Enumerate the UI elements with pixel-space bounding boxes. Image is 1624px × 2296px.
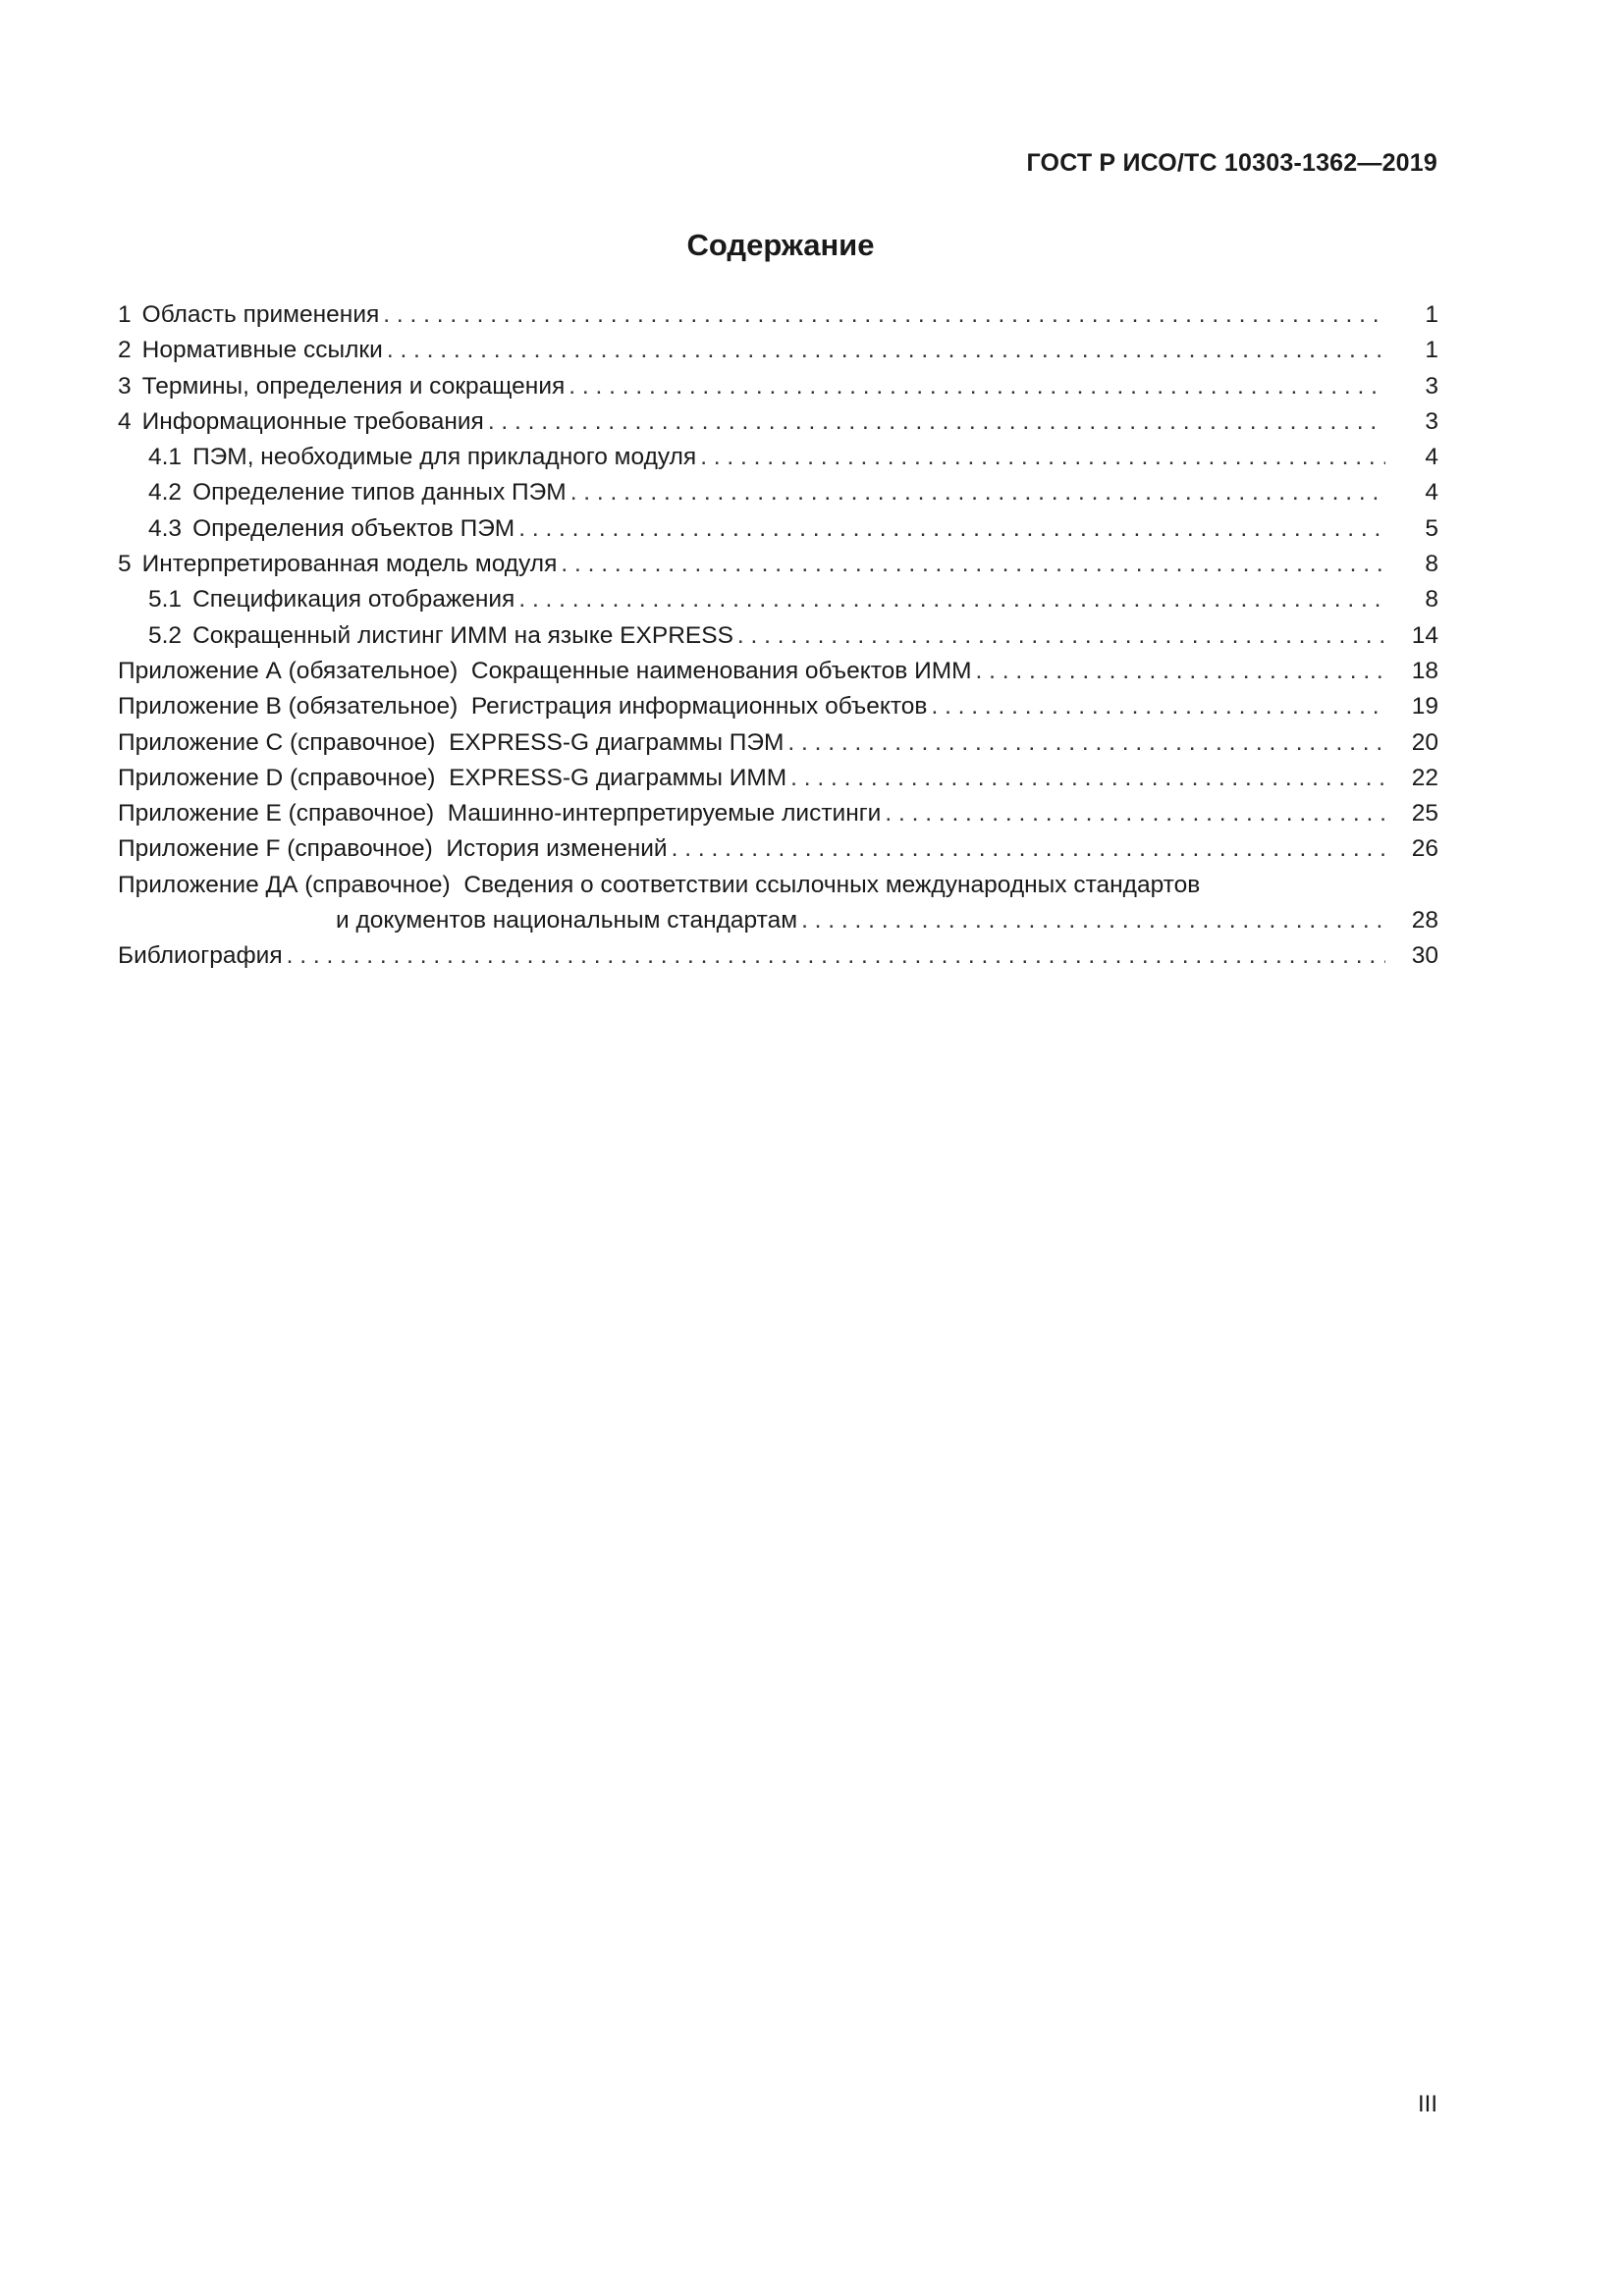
toc-entry-page: 1 xyxy=(1425,337,1438,364)
toc-leader xyxy=(801,903,1385,938)
toc-entry-text: Интерпретированная модель модуля xyxy=(141,551,558,578)
toc-entry[interactable] xyxy=(118,511,1438,547)
toc-leader xyxy=(387,333,1385,368)
toc-title: Содержание xyxy=(686,228,875,262)
toc-entry-page: 20 xyxy=(1411,728,1438,756)
toc-entry-page: 8 xyxy=(1425,551,1438,578)
toc-entry-page: 14 xyxy=(1411,621,1438,649)
toc-entry-text: ПЭМ, необходимые для прикладного модуля xyxy=(192,444,697,471)
toc-entry-text: Приложение Е (справочное) Машинно-интерпретируемые листинги xyxy=(118,800,882,828)
toc-entry-page: 22 xyxy=(1411,764,1438,791)
toc-entry-number: 3 xyxy=(118,372,132,400)
toc-leader xyxy=(672,831,1385,867)
toc-entry[interactable] xyxy=(118,868,1438,903)
toc-entry-page: 25 xyxy=(1411,800,1438,828)
toc-entry-number: 5.2 xyxy=(148,621,183,649)
toc-leader xyxy=(568,369,1385,404)
toc-leader xyxy=(488,404,1385,440)
toc-entry-page: 26 xyxy=(1411,835,1438,863)
toc-entry-page: 4 xyxy=(1425,479,1438,507)
toc-entry-text: Приложение F (справочное) История изменений xyxy=(118,835,668,863)
toc-entry-page: 28 xyxy=(1411,907,1438,934)
toc-entry-number: 1 xyxy=(118,301,132,328)
toc-entry[interactable] xyxy=(118,369,1438,404)
toc-entry-number: 4.3 xyxy=(148,514,183,542)
toc-entry[interactable] xyxy=(118,618,1438,654)
toc-entry-page: 4 xyxy=(1425,444,1438,471)
toc-entry-page: 3 xyxy=(1425,372,1438,400)
toc-entry-number: 4.1 xyxy=(148,444,183,471)
toc-entry-number: 5 xyxy=(118,551,132,578)
toc-entry-text: Область применения xyxy=(141,301,380,328)
toc-leader xyxy=(976,654,1385,689)
toc-entry-text: Определения объектов ПЭМ xyxy=(192,514,515,542)
toc-entry-text: Приложение В (обязательное) Регистрация информационных объектов xyxy=(118,693,928,721)
toc-entry[interactable] xyxy=(118,547,1438,582)
toc-entry-text: Нормативные ссылки xyxy=(141,337,383,364)
toc-entry[interactable] xyxy=(118,582,1438,617)
toc-entry-text: Приложение ДА (справочное) Сведения о соответствии ссылочных международных стандартов xyxy=(118,871,1201,898)
toc-entry-text: Определение типов данных ПЭМ xyxy=(192,479,567,507)
toc-entry[interactable] xyxy=(118,689,1438,724)
toc-leader xyxy=(287,938,1385,974)
toc-entry[interactable] xyxy=(118,475,1438,510)
toc-entry-number: 2 xyxy=(118,337,132,364)
toc-entry-number: 4.2 xyxy=(148,479,183,507)
toc-leader xyxy=(383,297,1385,333)
toc-entry-text: и документов национальным стандартам xyxy=(336,907,798,934)
toc-leader xyxy=(787,725,1385,761)
toc-entry[interactable] xyxy=(118,440,1438,475)
toc-entry-continuation[interactable] xyxy=(118,903,1438,938)
toc-entry-text: Сокращенный листинг ИММ на языке EXPRESS xyxy=(192,621,733,649)
toc-entry-text: Приложение С (справочное) EXPRESS-G диаграммы ПЭМ xyxy=(118,728,785,756)
toc-entry-text: Приложение А (обязательное) Сокращенные наименования объектов ИММ xyxy=(118,657,972,684)
toc-entry[interactable] xyxy=(118,297,1438,333)
toc-entry-number: 5.1 xyxy=(148,586,183,614)
toc-entry-page: 3 xyxy=(1425,407,1438,435)
toc-entry[interactable] xyxy=(118,938,1438,974)
toc-entry[interactable] xyxy=(118,333,1438,368)
toc-entry-page: 5 xyxy=(1425,514,1438,542)
toc-entry[interactable] xyxy=(118,654,1438,689)
toc-entry-text: Информационные требования xyxy=(141,407,484,435)
toc-leader xyxy=(790,761,1385,796)
toc-entry-page: 8 xyxy=(1425,586,1438,614)
toc-leader xyxy=(518,582,1385,617)
toc-entry-number: 4 xyxy=(118,407,132,435)
toc-entry[interactable] xyxy=(118,404,1438,440)
toc-entry[interactable] xyxy=(118,796,1438,831)
document-header: ГОСТ Р ИСО/ТС 10303-1362—2019 xyxy=(1026,149,1437,177)
toc-leader xyxy=(737,618,1385,654)
toc-entry-text: Приложение D (справочное) EXPRESS-G диаграммы ИММ xyxy=(118,764,787,791)
toc-entry-text: Библиография xyxy=(118,942,283,970)
toc-leader xyxy=(931,689,1385,724)
toc-entry[interactable] xyxy=(118,761,1438,796)
toc-entry-page: 30 xyxy=(1411,942,1438,970)
toc-entry-text: Термины, определения и сокращения xyxy=(141,372,566,400)
toc-entry-page: 18 xyxy=(1411,657,1438,684)
toc-leader xyxy=(885,796,1385,831)
toc-leader xyxy=(700,440,1385,475)
toc-leader xyxy=(570,475,1385,510)
toc-entry-page: 1 xyxy=(1425,301,1438,328)
toc-leader xyxy=(561,547,1385,582)
toc-entry[interactable] xyxy=(118,725,1438,761)
toc-entry[interactable] xyxy=(118,831,1438,867)
toc-entry-page: 19 xyxy=(1411,693,1438,721)
table-of-contents xyxy=(118,297,1438,975)
toc-entry-text: Спецификация отображения xyxy=(192,586,515,614)
toc-leader xyxy=(518,511,1385,547)
page-number: III xyxy=(1417,2091,1437,2117)
